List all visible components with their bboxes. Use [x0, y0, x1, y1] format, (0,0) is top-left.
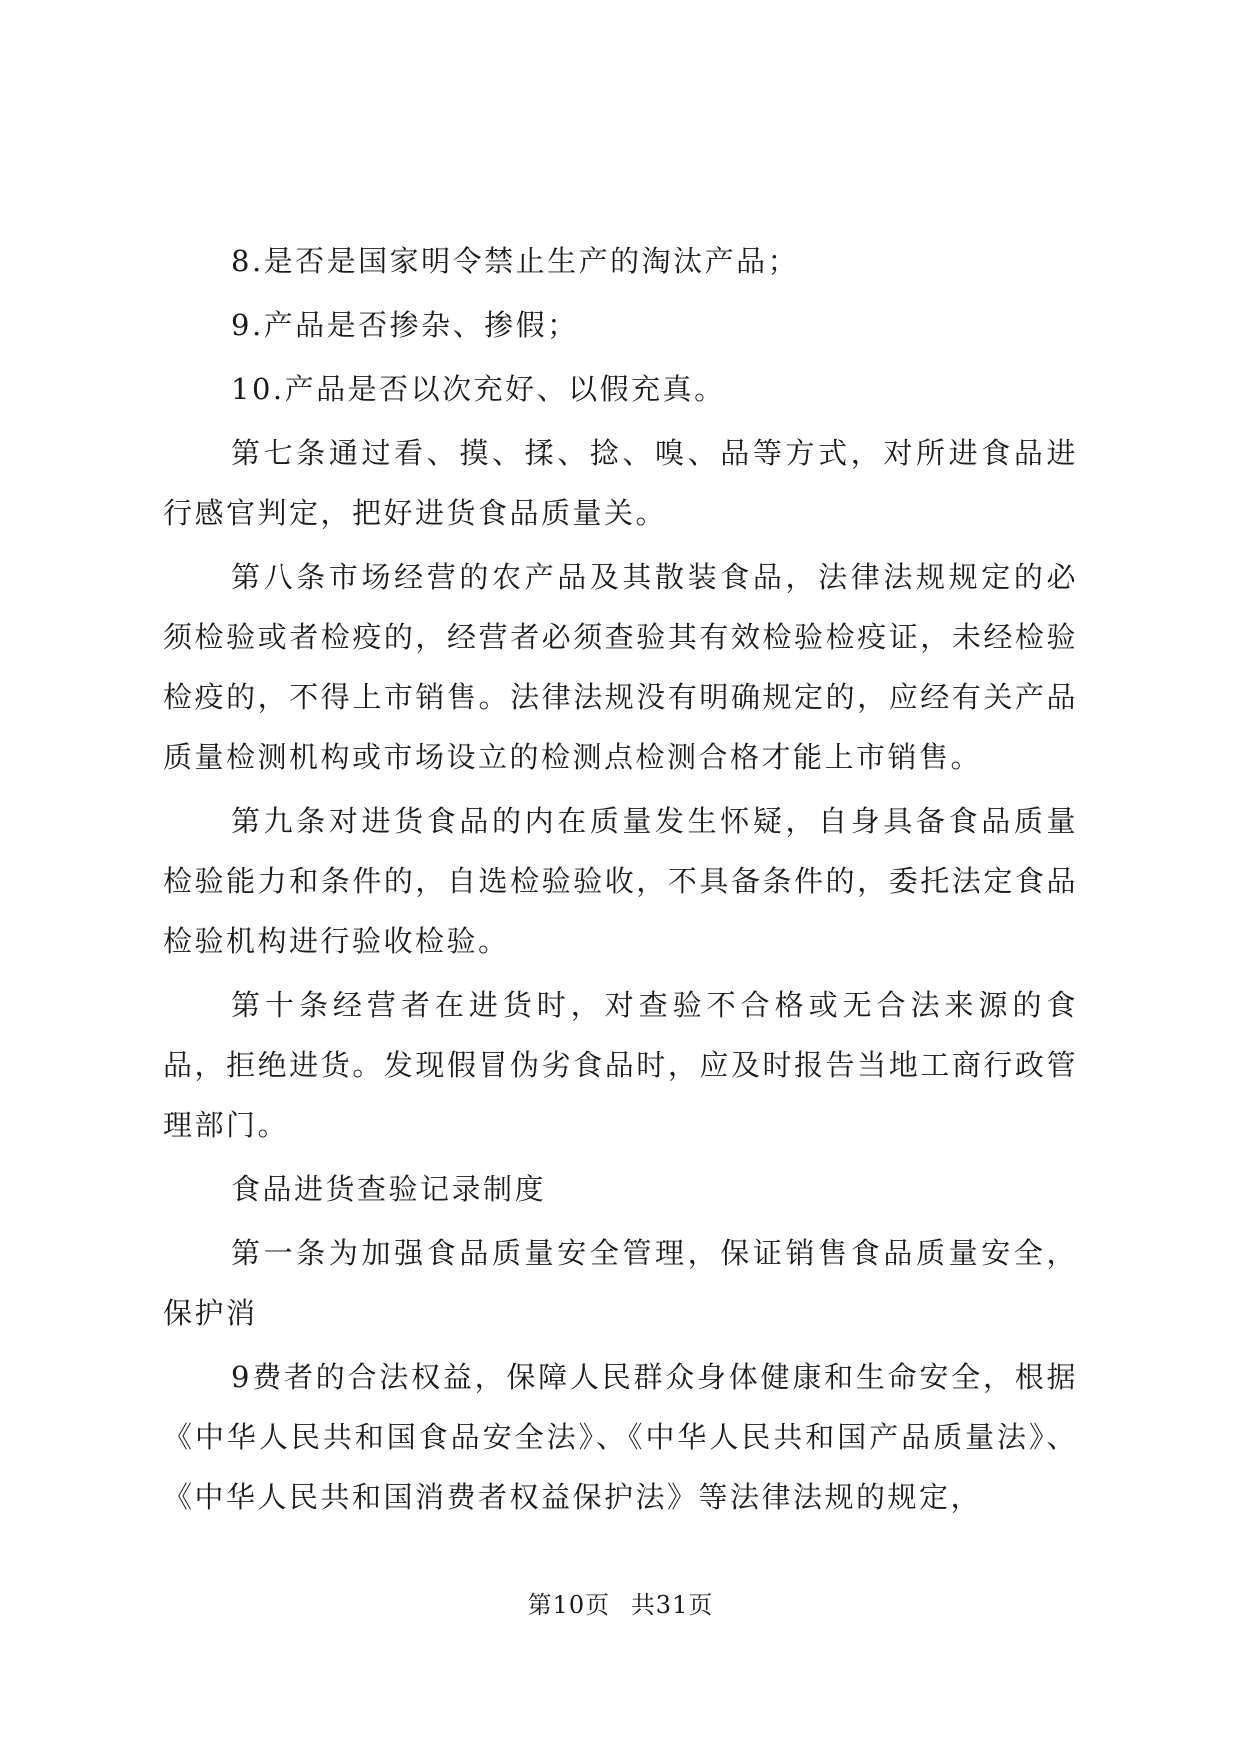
- page-total: 共31页: [630, 1591, 714, 1619]
- paragraph: 9费者的合法权益，保障人民群众身体健康和生命安全，根据《中华人民共和国食品安全法》、《中华人民共和国产品质量法》、《中华人民共和国消费者权益保护法》等法律法规的规定，: [163, 1360, 1078, 1514]
- page-footer: [0, 1588, 1241, 1622]
- paragraph: 8.是否是国家明令禁止生产的淘汰产品；: [231, 244, 800, 278]
- paragraph: 10.产品是否以次充好、以假充真。: [231, 372, 726, 406]
- paragraph: 第八条市场经营的农产品及其散装食品，法律法规规定的必须检验或者检疫的，经营者必须查验其有效检验检疫证，未经检验检疫的，不得上市销售。法律法规没有明确规定的，应经有关产品质量检测机构或市场设立的检测点检测合格才能上市销售。: [163, 560, 1078, 774]
- paragraph: 第九条对进货食品的内在质量发生怀疑，自身具备食品质量检验能力和条件的，自选检验验收，不具备条件的，委托法定食品检验机构进行验收检验。: [163, 804, 1078, 958]
- paragraph: 第一条为加强食品质量安全管理，保证销售食品质量安全，保护消: [163, 1236, 1078, 1330]
- paragraph: 第七条通过看、摸、揉、捻、嗅、品等方式，对所进食品进行感官判定，把好进货食品质量关。: [163, 436, 1078, 530]
- section-heading: 食品进货查验记录制度: [231, 1172, 547, 1206]
- document-body: [163, 231, 1078, 1531]
- paragraph: 第十条经营者在进货时，对查验不合格或无合法来源的食品，拒绝进货。发现假冒伪劣食品时，应及时报告当地工商行政管理部门。: [163, 988, 1078, 1142]
- paragraph: 9.产品是否掺杂、掺假；: [231, 308, 579, 342]
- page-number: 第10页: [527, 1591, 611, 1619]
